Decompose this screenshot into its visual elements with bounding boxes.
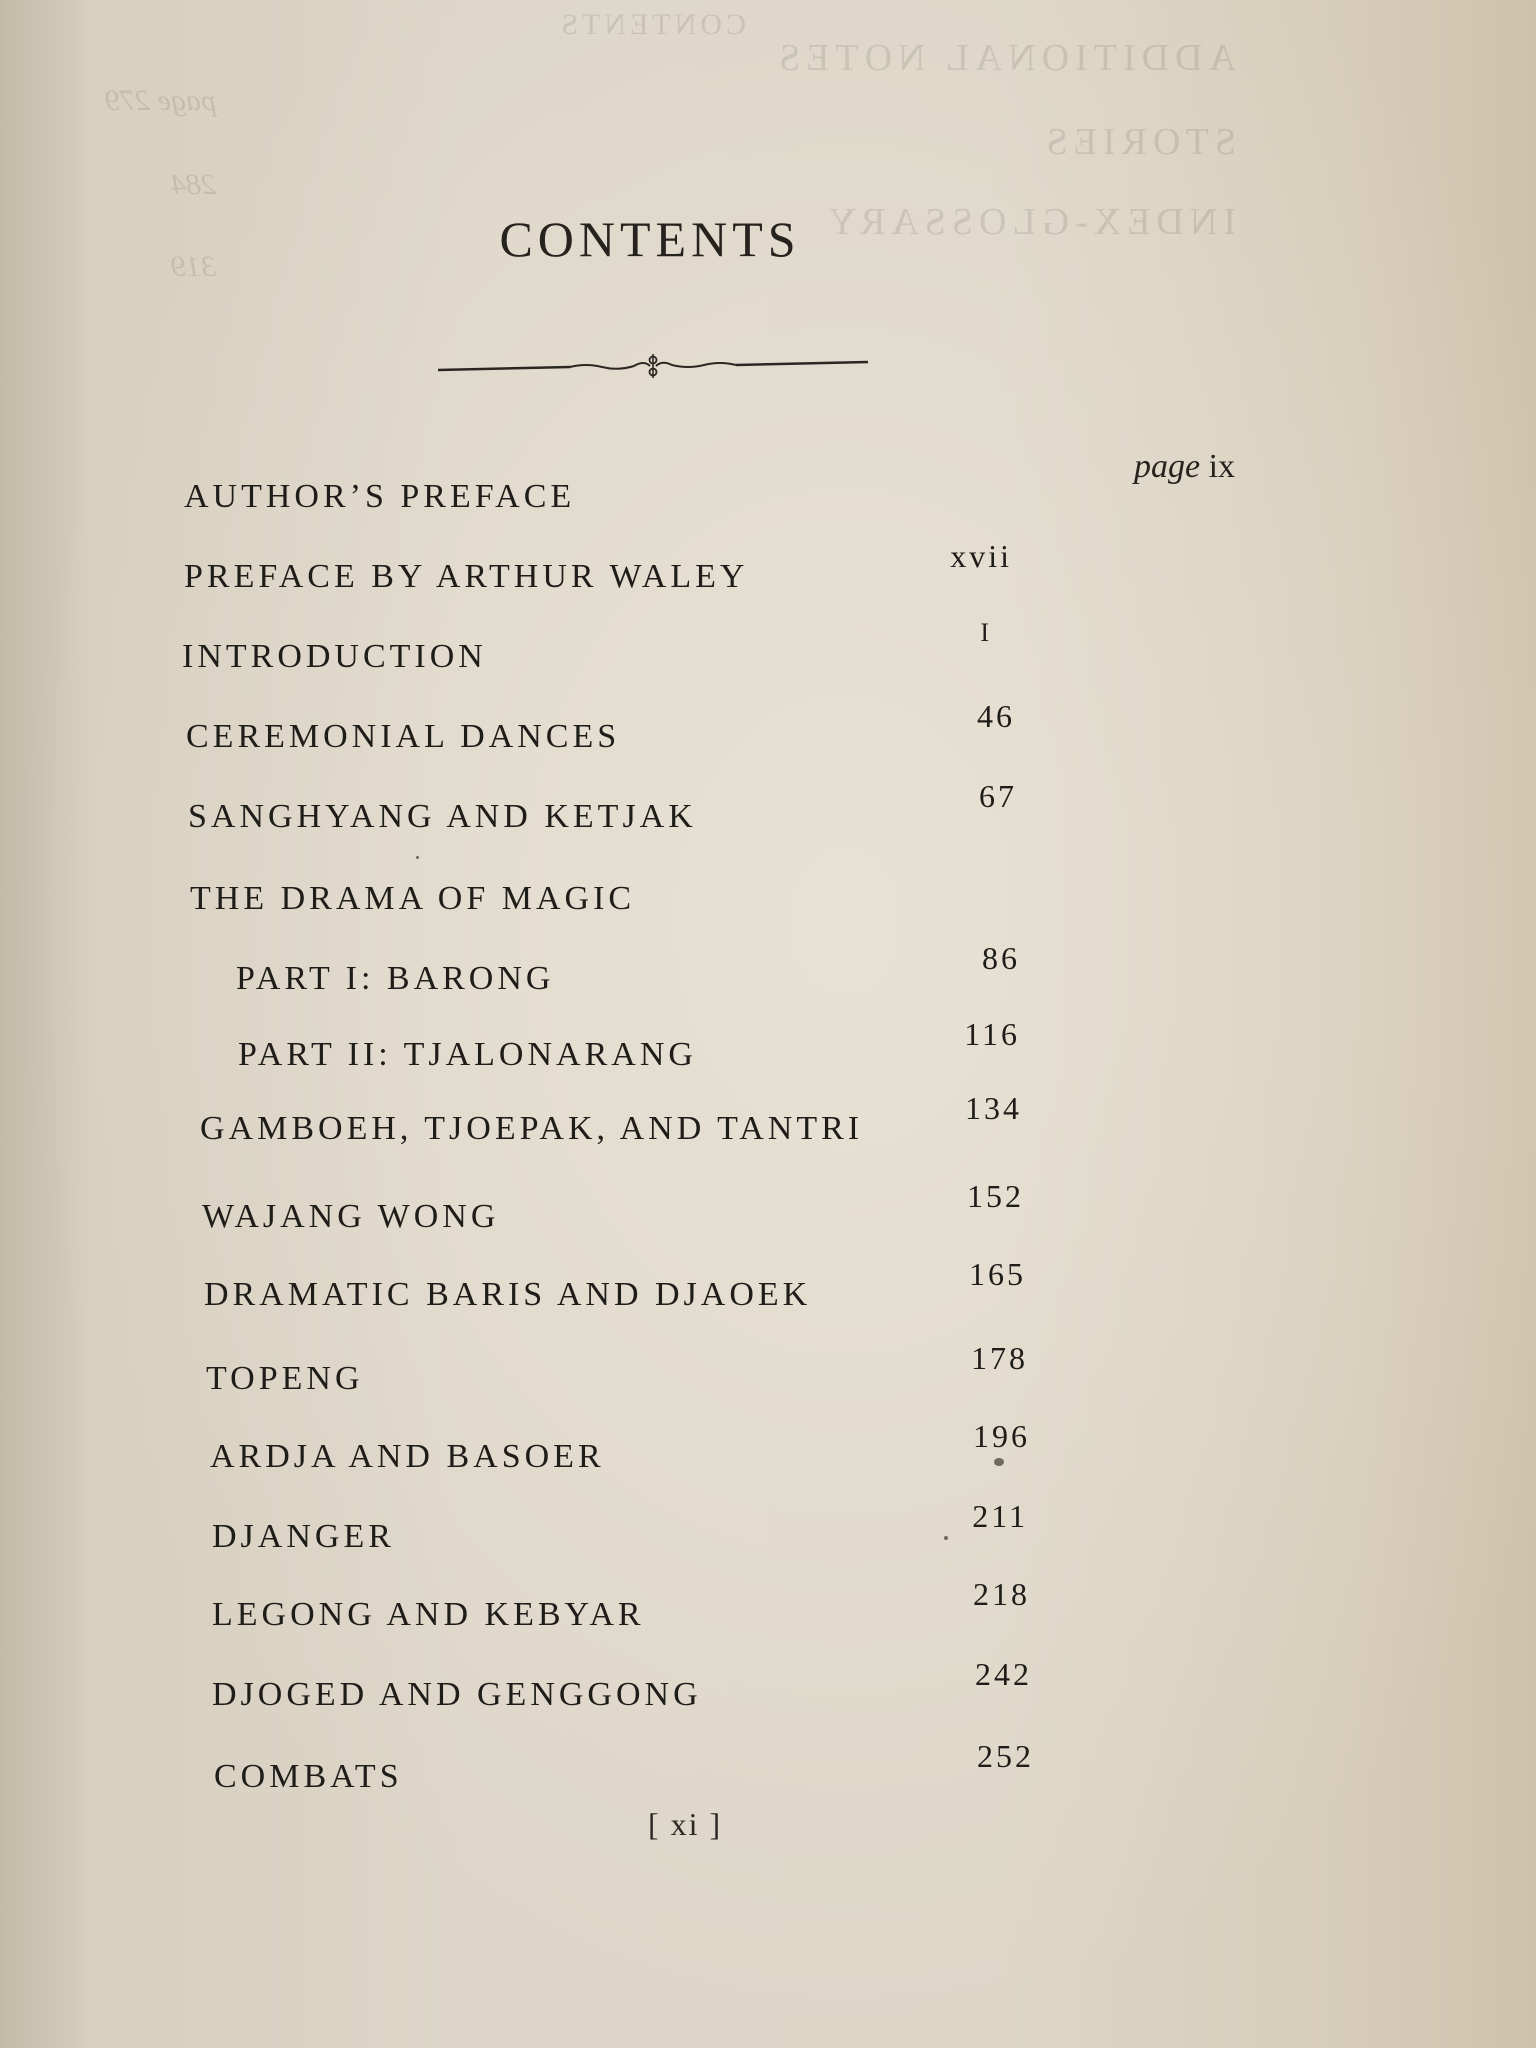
- toc-entry: [0, 1340, 1300, 1420]
- page-number: 116: [964, 1016, 1020, 1052]
- toc-entry: [0, 880, 1300, 940]
- toc-entry: [0, 698, 1300, 778]
- toc-entry: [0, 1576, 1300, 1656]
- page-title: CONTENTS: [499, 211, 801, 267]
- page-number: 67: [979, 778, 1017, 814]
- toc-entry: [0, 1498, 1300, 1578]
- page-number: 218: [973, 1576, 1030, 1612]
- bleed-line: ADDITIONAL NOTES: [773, 37, 1236, 79]
- toc-entry: [0, 1178, 1300, 1258]
- toc-entry: [0, 1418, 1300, 1498]
- chapter-title: PART II: TJALONARANG: [238, 1036, 697, 1073]
- chapter-title: COMBATS: [214, 1758, 403, 1795]
- bleed-line: INDEX-GLOSSARY: [822, 201, 1236, 243]
- page-number: 178: [971, 1340, 1028, 1376]
- paper-speck: [944, 1536, 948, 1540]
- chapter-title: GAMBOEH, TJOEPAK, AND TANTRI: [200, 1110, 864, 1147]
- page-number: xvii: [950, 538, 1012, 574]
- chapter-title: SANGHYANG AND KETJAK: [188, 798, 697, 835]
- toc-entry: [0, 1090, 1300, 1170]
- toc-entry: [0, 940, 1300, 1020]
- page-number: 165: [969, 1256, 1026, 1292]
- page-number: 211: [972, 1498, 1028, 1534]
- chapter-title: ARDJA AND BASOER: [210, 1438, 605, 1475]
- chapter-title: DJANGER: [212, 1518, 395, 1555]
- page-number: 152: [967, 1178, 1024, 1214]
- bleed-line: STORIES: [1040, 121, 1236, 163]
- toc-entry: [0, 1256, 1300, 1336]
- toc-entry: [0, 478, 1300, 538]
- chapter-title: THE DRAMA OF MAGIC: [190, 880, 636, 917]
- bleed-page: 319: [171, 250, 216, 283]
- chapter-title: INTRODUCTION: [182, 638, 487, 675]
- bleed-page: 284: [171, 168, 216, 201]
- toc-entry: [0, 1656, 1300, 1736]
- chapter-title: WAJANG WONG: [202, 1198, 500, 1235]
- ornament-divider: [436, 350, 870, 384]
- folio-page-number: [ xi ]: [648, 1806, 723, 1842]
- page-number: 46: [977, 698, 1015, 734]
- toc-entry: [0, 778, 1300, 858]
- bleed-through-text: [0, 0, 1536, 320]
- paper-speck: [416, 856, 419, 859]
- page-label-word: page: [1134, 448, 1201, 485]
- page-number: 86: [982, 940, 1020, 976]
- page-number: 196: [973, 1418, 1030, 1454]
- page-number: 242: [975, 1656, 1032, 1692]
- bleed-title: CONTENTS: [557, 8, 746, 41]
- paper-speck: [994, 1458, 1004, 1466]
- chapter-title: DJOGED AND GENGGONG: [212, 1676, 702, 1713]
- page-label-roman: ix: [1208, 448, 1236, 485]
- page-number: I: [980, 618, 992, 647]
- chapter-title: AUTHOR’S PREFACE: [184, 478, 576, 515]
- toc-entry: [0, 618, 1300, 698]
- toc-entry: [0, 538, 1300, 618]
- chapter-title: DRAMATIC BARIS AND DJAOEK: [204, 1276, 812, 1313]
- chapter-title: LEGONG AND KEBYAR: [212, 1596, 645, 1633]
- chapter-title: TOPENG: [206, 1360, 364, 1397]
- page-number: 134: [965, 1090, 1022, 1126]
- chapter-title: PART I: BARONG: [236, 960, 555, 997]
- toc-entry: [0, 1016, 1300, 1096]
- chapter-title: PREFACE BY ARTHUR WALEY: [184, 558, 749, 595]
- chapter-title: CEREMONIAL DANCES: [186, 718, 621, 755]
- bleed-page: page 279: [105, 84, 216, 117]
- page-number: 252: [977, 1738, 1034, 1774]
